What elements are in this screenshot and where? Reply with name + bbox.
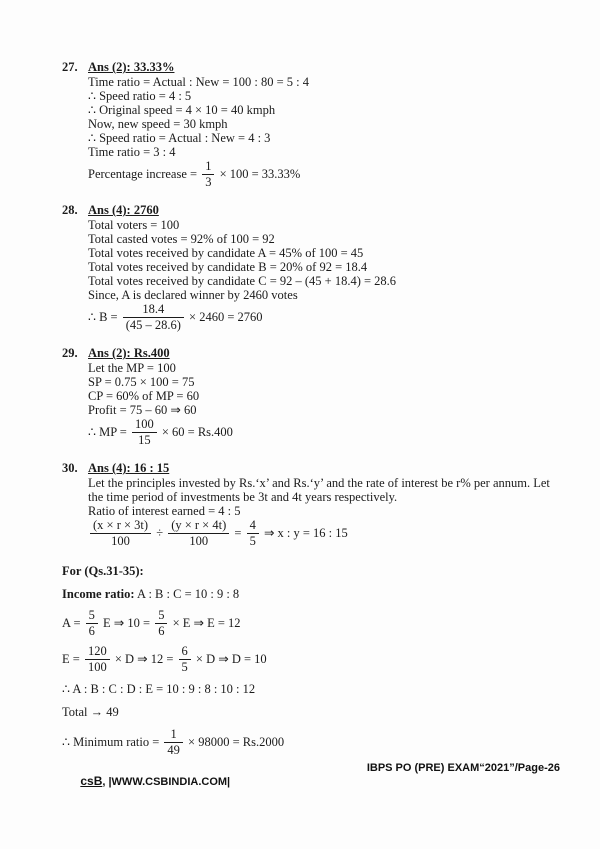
solution-line: Let the MP = 100 — [88, 361, 176, 375]
question-27-heading — [62, 60, 560, 75]
income-ratio-value: A : B : C = 10 : 9 : 8 — [134, 587, 240, 601]
formula-interest-ratio: $\frac{(x \times r \times 3t)}{100}$ ÷ $\frac{(y \times r \times 4t)}{100}$ = $\frac{4}{5}$ ⇒ x : y = 16 : 15 — [88, 518, 560, 548]
question-28-body — [88, 218, 560, 332]
formula-a-e: A = $\frac{5}{6}$ E ⇒ 10 = $\frac{5}{6}$ × E ⇒ E = 12 — [62, 607, 241, 638]
solution-line: Time ratio = 3 : 4 — [88, 145, 176, 159]
fraction: $\frac{18.4}{(45 - 28.6)}$ — [123, 303, 184, 332]
fraction: $\frac{1}{49}$ — [164, 728, 183, 757]
solution-line: Time ratio = Actual : New = 100 : 80 = 5 : 4 — [88, 75, 310, 89]
fraction: $\frac{4}{5}$ — [247, 519, 259, 548]
solution-line: Ratio of interest earned = 4 : 5 — [88, 504, 241, 518]
footer-website: , |WWW.CSBINDIA.COM| — [102, 776, 231, 788]
question-27 — [62, 60, 560, 189]
solution-paragraph: Let the principles invested by Rs.‘x’ and Rs.‘y’ and the rate of interest be r% per annum. Let the time period of investments be 3t and 4t years respectively. — [88, 476, 550, 504]
solution-line: ∴ Speed ratio = Actual : New = 4 : 3 — [88, 131, 271, 145]
formula-e-d: E = $\frac{120}{100}$ × D ⇒ 12 = $\frac{6}{5}$ × D ⇒ D = 10 — [62, 643, 267, 674]
combined-ratio-line: ∴ A : B : C : D : E = 10 : 9 : 8 : 10 : 12 — [62, 682, 256, 696]
solution-line: Total casted votes = 92% of 100 = 92 — [88, 232, 275, 246]
question-number: 30. — [62, 461, 78, 475]
fraction: $\frac{5}{6}$ — [86, 609, 98, 638]
footer-branding — [62, 762, 230, 800]
solution-line: ∴ Original speed = 4 × 10 = 40 kmph — [88, 103, 276, 117]
income-ratio-label: Income ratio: — [62, 587, 135, 601]
group-section-qs31-35 — [62, 564, 560, 757]
solution-line: SP = 0.75 × 100 = 75 — [88, 375, 195, 389]
question-28 — [62, 203, 560, 332]
solution-line: Total voters = 100 — [88, 218, 180, 232]
footer-brand-logo: csB — [80, 774, 103, 788]
solution-line: Total votes received by candidate A = 45% of 100 = 45 — [88, 246, 364, 260]
question-29-body — [88, 361, 560, 447]
question-number: 29. — [62, 346, 78, 360]
page-footer — [62, 762, 560, 800]
question-number: 28. — [62, 203, 78, 217]
footer-exam-page-label: IBPS PO (PRE) EXAM“2021”/Page-26 — [366, 762, 560, 774]
solution-line: Since, A is declared winner by 2460 votes — [88, 288, 298, 302]
fraction: $\frac{1}{3}$ — [202, 160, 214, 189]
question-number: 27. — [62, 60, 78, 74]
question-30-body — [88, 476, 560, 548]
question-28-heading — [62, 203, 560, 218]
solution-line: CP = 60% of MP = 60 — [88, 389, 200, 403]
solution-line: ∴ Speed ratio = 4 : 5 — [88, 89, 192, 103]
fraction: $\frac{(x \times r \times 3t)}{100}$ — [90, 519, 151, 548]
answer-heading: Ans (4): 16 : 15 — [88, 461, 170, 475]
fraction: $\frac{100}{15}$ — [132, 418, 157, 447]
solution-line: Now, new speed = 30 kmph — [88, 117, 228, 131]
question-29 — [62, 346, 560, 447]
solution-line: Total votes received by candidate C = 92 – (45 + 18.4) = 28.6 — [88, 274, 397, 288]
formula-minimum-ratio: ∴ Minimum ratio = $\frac{1}{49}$ × 98000 = Rs.2000 — [62, 726, 285, 757]
question-27-body — [88, 75, 560, 189]
question-30 — [62, 461, 560, 548]
group-heading: For (Qs.31-35): — [62, 564, 144, 578]
answer-heading: Ans (2): Rs.400 — [88, 346, 170, 360]
question-30-heading — [62, 461, 560, 476]
income-ratio-line — [62, 587, 560, 601]
solution-line: Total votes received by candidate B = 20% of 92 = 18.4 — [88, 260, 368, 274]
solution-line: Profit = 75 – 60 ⇒ 60 — [88, 403, 197, 417]
fraction: $\frac{5}{6}$ — [155, 609, 167, 638]
formula-percentage-increase: Percentage increase = $\frac{1}{3}$ × 100 = 33.33% — [88, 158, 301, 189]
answer-heading: Ans (4): 2760 — [88, 203, 159, 217]
total-line: Total → 49 — [62, 705, 119, 719]
question-29-heading — [62, 346, 560, 361]
fraction: $\frac{120}{100}$ — [85, 645, 110, 674]
formula-mp: ∴ MP = $\frac{100}{15}$ × 60 = Rs.400 — [88, 416, 233, 447]
fraction: $\frac{(y \times r \times 4t)}{100}$ — [168, 519, 229, 548]
answer-heading: Ans (2): 33.33% — [88, 60, 175, 74]
fraction: $\frac{6}{5}$ — [179, 645, 191, 674]
formula-votes-b: ∴ B = $\frac{18.4}{(45 - 28.6)}$ × 2460 = 2760 — [88, 301, 263, 332]
